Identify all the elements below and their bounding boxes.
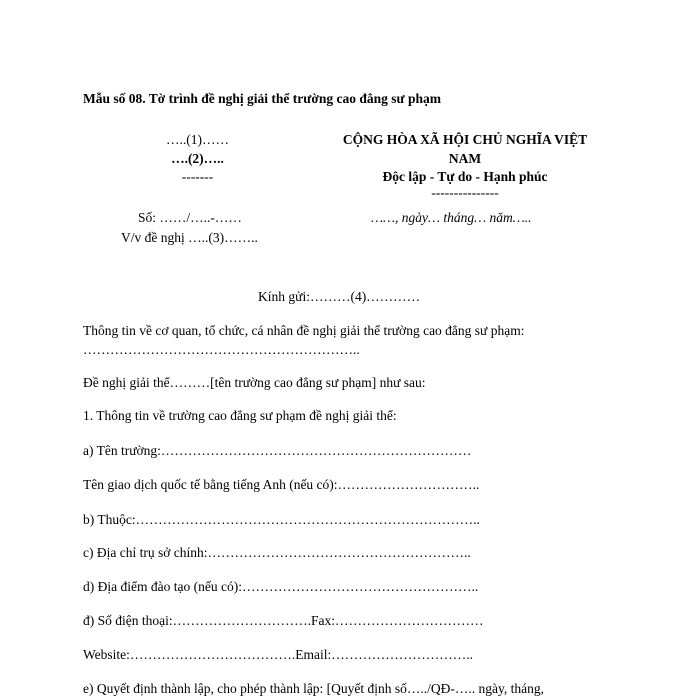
issuer-line-1: …..(1)……: [166, 132, 229, 147]
section-1-heading: 1. Thông tin về trường cao đẳng sư phạm đề nghị giải thể:: [83, 408, 397, 423]
intro-dots: ……………………………………………………..: [83, 342, 360, 357]
nation-name-line-1: CỘNG HÒA XÃ HỘI CHỦ NGHĨA VIỆT: [342, 132, 588, 147]
intro-text: Thông tin về cơ quan, tổ chức, cá nhân đề nghị giải thể trường cao đẳng sư phạm:: [83, 323, 525, 338]
field-website-email: Website:……………………………….Email:…………………………..: [83, 647, 474, 662]
field-training-location: d) Địa điểm đào tạo (nếu có):……………………………………………..: [83, 579, 479, 594]
field-international-name: Tên giao dịch quốc tế bằng tiếng Anh (nếu có):…………………………..: [83, 477, 480, 492]
issuer-line-2: ….(2)…..: [171, 151, 224, 166]
issuer-divider: -------: [181, 169, 214, 184]
document-subject: V/v đề nghị …..(3)……..: [121, 230, 258, 245]
field-headquarters-address: c) Địa chỉ trụ sở chính:…………………………………………………..: [83, 545, 471, 560]
document-title: Mẫu số 08. Tờ trình đề nghị giải thể trường cao đẳng sư phạm: [83, 91, 441, 106]
request-text: Đề nghị giải thể………[tên trường cao đẳng sư phạm] như sau:: [83, 375, 426, 390]
field-phone-fax: đ) Số điện thoại:………………………….Fax:……………………………: [83, 613, 484, 628]
document-date: ……, ngày… tháng… năm…..: [371, 210, 532, 225]
nation-name-line-2: NAM: [448, 151, 482, 166]
field-establishment-decision: e) Quyết định thành lập, cho phép thành lập: [Quyết định số…../QĐ-….. ngày, tháng,: [83, 681, 545, 696]
field-affiliation: b) Thuộc:…………………………………………………………………..: [83, 512, 480, 527]
motto-divider: ---------------: [431, 185, 499, 200]
field-school-name: a) Tên trường:……………………………………………………………: [83, 443, 472, 458]
recipient-line: Kính gửi:………(4)…………: [258, 289, 421, 304]
document-number: Số: ……/…..-……: [138, 210, 242, 225]
nation-motto: Độc lập - Tự do - Hạnh phúc: [382, 169, 548, 184]
